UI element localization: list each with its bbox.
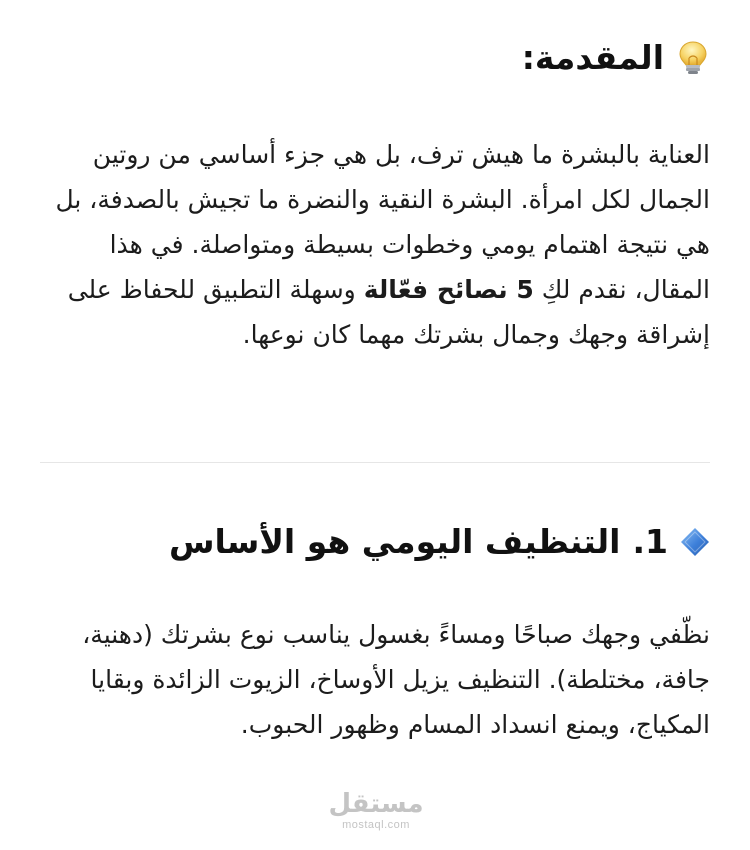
lightbulb-icon	[676, 40, 710, 76]
intro-paragraph-bold: 5 نصائح فعّالة	[363, 275, 534, 304]
section1-number: 1.	[632, 522, 668, 561]
intro-paragraph	[40, 132, 710, 357]
intro-paragraph-end: وسهلة التطبيق للحفاظ على إشراقة وجهك وجمال بشرتك مهما كان نوعها.	[67, 275, 710, 349]
section-divider	[40, 462, 710, 463]
blue-diamond-icon	[680, 527, 710, 557]
intro-paragraph-start: العناية بالبشرة ما هيش ترف، بل هي جزء أساسي من روتين الجمال لكل امرأة. البشرة النقية والنضرة ما تجيش بالصدفة، بل هي نتيجة اهتمام يومي وخطوات بسيطة ومتواصلة. في هذا المقال، نقدم لكِ	[55, 140, 710, 304]
section1-paragraph: نظّفي وجهك صباحًا ومساءً بغسول يناسب نوع بشرتك (دهنية، جافة، مختلطة). التنظيف يزيل الأوساخ، الزيوت الزائدة وبقايا المكياج، ويمنع انسداد المسام وظهور الحبوب.	[82, 620, 710, 739]
intro-heading-text: المقدمة:	[521, 38, 664, 77]
watermark-url: mostaql.com	[342, 819, 410, 831]
article	[40, 0, 710, 850]
mostaql-watermark	[326, 790, 426, 832]
watermark-logo-text: مستقل	[328, 789, 424, 819]
section1-heading	[169, 520, 710, 564]
intro-heading	[522, 36, 710, 80]
section1-title: التنظيف اليومي هو الأساس	[168, 522, 621, 561]
